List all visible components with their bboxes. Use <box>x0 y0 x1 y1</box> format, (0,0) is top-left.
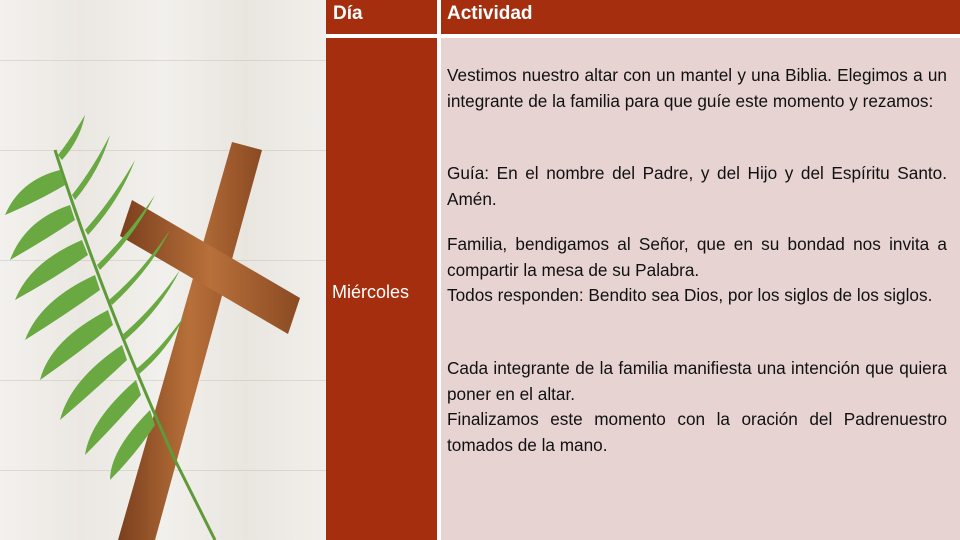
paragraph-line: Guía: En el nombre del Padre, y del Hijo y del Espíritu Santo. Amén. <box>447 163 947 209</box>
header-activity: Actividad <box>441 0 960 34</box>
paragraph-intencion <box>447 356 947 458</box>
activity-cell <box>441 38 960 540</box>
cross-vertical-beam <box>118 142 262 540</box>
paragraph-familia <box>447 232 947 309</box>
cross-illustration <box>0 0 326 540</box>
day-label: Miércoles <box>332 282 410 302</box>
paragraph-line: Familia, bendigamos al Señor, que en su bondad nos invita a compartir la mesa de su Palabra. <box>447 234 947 280</box>
activity-table <box>326 0 960 540</box>
paragraph-line: Cada integrante de la familia manifiesta una intención que quiera poner en el altar. <box>447 358 947 404</box>
cross-palm-photo <box>0 0 326 540</box>
paragraph-line: Finalizamos este momento con la oración del Padrenuestro tomados de la mano. <box>447 409 947 455</box>
paragraph-line: Todos responden: Bendito sea Dios, por los siglos de los siglos. <box>447 285 933 305</box>
header-day: Día <box>326 0 437 34</box>
day-cell <box>326 38 437 540</box>
paragraph-guia <box>447 161 947 212</box>
paragraph-altar <box>447 63 947 114</box>
paragraph-line: Vestimos nuestro altar con un mantel y una Biblia. Elegimos a un integrante de la familia para que guíe este momento y rezamos: <box>447 65 947 111</box>
